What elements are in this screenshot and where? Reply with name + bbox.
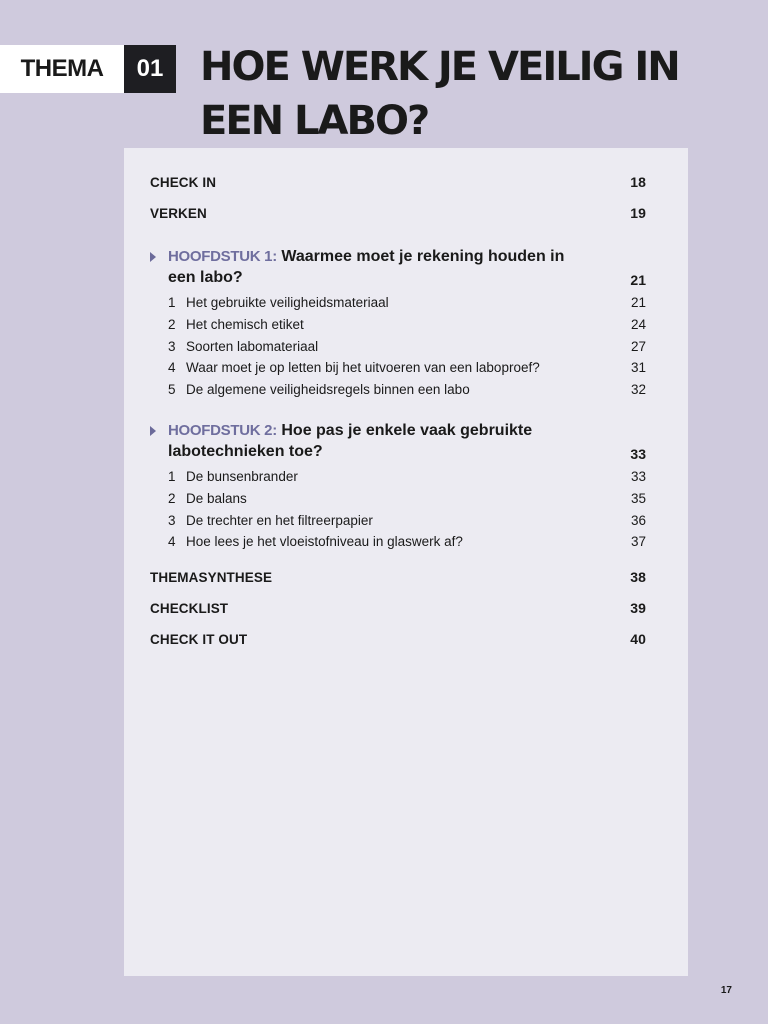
toc-section[interactable] [168, 491, 646, 506]
section-title: De balans [186, 491, 247, 506]
chapter-title: Hoe pas je enkele vaak gebruikte labotechnieken toe? [168, 422, 533, 460]
toc-entry-themasynthese[interactable] [150, 569, 646, 585]
toc-section[interactable] [168, 469, 646, 484]
section-page: 24 [630, 317, 646, 332]
toc-section[interactable] [168, 317, 646, 332]
toc-section[interactable] [168, 382, 646, 397]
toc-section[interactable] [168, 295, 646, 310]
section-page: 36 [630, 513, 646, 528]
page-title: HOE WERK JE VEILIG IN EEN LABO? [200, 44, 679, 144]
toc-entry-label: THEMASYNTHESE [150, 570, 273, 585]
toc-entry-page: 40 [630, 631, 646, 647]
toc-entry-check-it-out[interactable] [150, 631, 646, 647]
toc-entry-checklist[interactable] [150, 600, 646, 616]
section-page: 35 [630, 491, 646, 506]
section-number: 2 [168, 491, 176, 506]
toc-entry-label: VERKEN [150, 206, 207, 221]
section-number: 5 [168, 382, 176, 397]
toc-entry-label: CHECK IT OUT [150, 632, 248, 647]
chapter-page: 33 [630, 446, 646, 462]
toc-entry-check-in[interactable] [150, 174, 646, 190]
chapter-label: HOOFDSTUK 2: [168, 422, 277, 439]
chapter-label: HOOFDSTUK 1: [168, 248, 277, 265]
section-title: Waar moet je op letten bij het uitvoeren van een laboproef? [186, 360, 540, 375]
section-page: 31 [630, 360, 646, 375]
toc-entry-page: 19 [630, 205, 646, 221]
toc-section[interactable] [168, 339, 646, 354]
section-page: 21 [630, 295, 646, 310]
toc-entry-label: CHECK IN [150, 175, 217, 190]
section-number: 3 [168, 513, 176, 528]
section-page: 27 [630, 339, 646, 354]
section-page: 37 [630, 534, 646, 549]
toc-entry-verken[interactable] [150, 205, 646, 221]
toc-section[interactable] [168, 534, 646, 549]
section-title: Het gebruikte veiligheidsmateriaal [186, 295, 389, 310]
section-page: 33 [630, 469, 646, 484]
page-number: 17 [720, 985, 732, 996]
section-number: 1 [168, 469, 176, 484]
section-title: Hoe lees je het vloeistofniveau in glaswerk af? [186, 534, 463, 549]
table-of-contents [124, 148, 688, 976]
toc-entry-page: 18 [630, 174, 646, 190]
section-title: De bunsenbrander [186, 469, 298, 484]
toc-section[interactable] [168, 360, 646, 375]
toc-entry-page: 39 [630, 600, 646, 616]
toc-chapter-2[interactable] [150, 420, 646, 462]
toc-entry-page: 38 [630, 569, 646, 585]
chevron-right-icon [150, 252, 156, 262]
section-number: 4 [168, 534, 176, 549]
thema-label: THEMA [0, 45, 124, 93]
thema-tag [0, 45, 176, 93]
section-number: 3 [168, 339, 176, 354]
section-title: Het chemisch etiket [186, 317, 304, 332]
section-title: Soorten labomateriaal [186, 339, 319, 354]
toc-section[interactable] [168, 513, 646, 528]
chevron-right-icon [150, 426, 156, 436]
toc-entry-label: CHECKLIST [150, 601, 229, 616]
section-page: 32 [630, 382, 646, 397]
chapter-page: 21 [630, 272, 646, 288]
chapter-title: Waarmee moet je rekening houden in een labo? [168, 248, 565, 286]
toc-chapter-1[interactable] [150, 246, 646, 288]
section-title: De algemene veiligheidsregels binnen een labo [186, 382, 470, 397]
section-number: 2 [168, 317, 176, 332]
section-title: De trechter en het filtreerpapier [186, 513, 373, 528]
section-number: 1 [168, 295, 176, 310]
thema-number: 01 [124, 45, 176, 93]
section-number: 4 [168, 360, 176, 375]
